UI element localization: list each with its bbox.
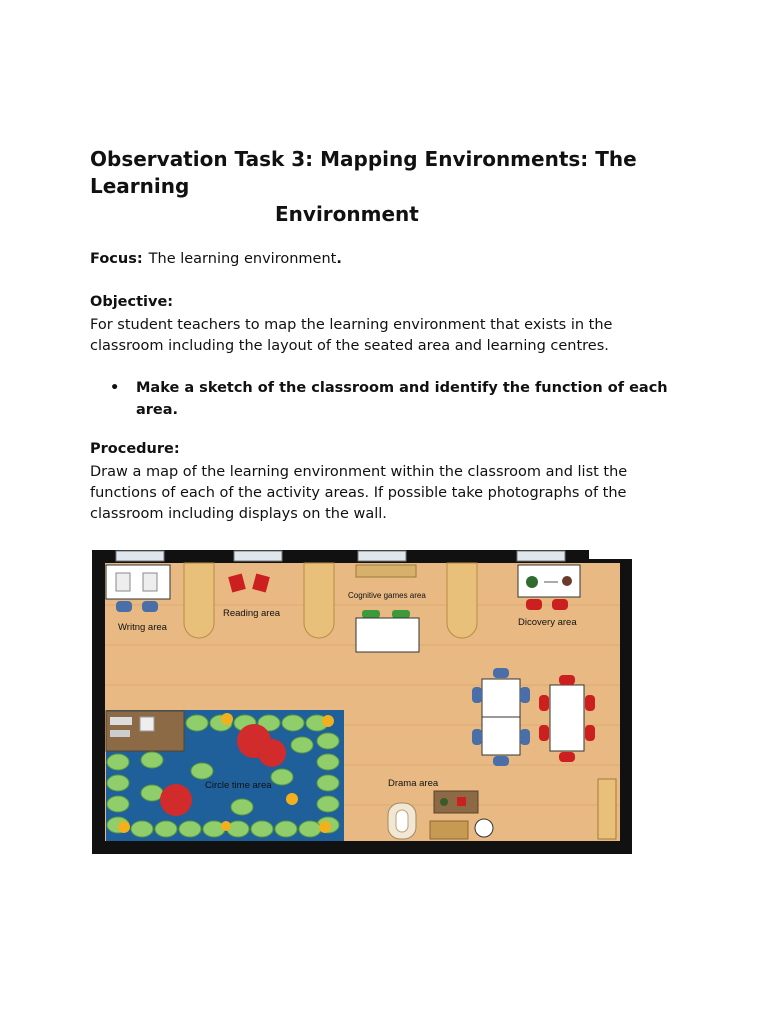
label-cognitive-area: Cognitive games area [348, 591, 426, 600]
writing-chair-2 [142, 601, 158, 612]
classroom-map [92, 545, 632, 855]
discovery-chair-2 [552, 599, 568, 610]
lily-pad [191, 763, 213, 779]
lily-pad [155, 821, 177, 837]
bullet-text: Make a sketch of the classroom and identify the function of each area. [136, 380, 668, 418]
lily-pad [282, 715, 304, 731]
classroom-map-drawing [92, 545, 632, 855]
discovery-plant [526, 576, 538, 588]
lily-pad [179, 821, 201, 837]
group-table-red [550, 685, 584, 751]
drama-prop-1 [440, 798, 448, 806]
drama-prop-2 [457, 797, 466, 806]
lily-pad [317, 754, 339, 770]
writing-paper-1 [116, 573, 130, 591]
lily-pad [141, 785, 163, 801]
lily-pad [227, 821, 249, 837]
lily-pad [107, 796, 129, 812]
lily-pad [299, 821, 321, 837]
desk-item-3 [110, 730, 130, 737]
page-title [90, 146, 690, 228]
bookcase-1 [184, 563, 214, 638]
lily-pad [107, 775, 129, 791]
wall-gap [589, 545, 632, 559]
label-circle-time-area: Circle time area [205, 780, 272, 791]
lily-pad [131, 821, 153, 837]
lily-pad [231, 799, 253, 815]
objective-heading: Objective: [90, 294, 174, 310]
drama-stool [475, 819, 493, 837]
lily-pad [203, 821, 225, 837]
discovery-chair-1 [526, 599, 542, 610]
bookcase-2 [304, 563, 334, 638]
writing-paper-2 [143, 573, 157, 591]
label-discovery-area: Dicovery area [518, 617, 577, 628]
procedure-heading: Procedure: [90, 441, 180, 457]
desk-item-1 [110, 717, 132, 725]
bookcase-3 [447, 563, 477, 638]
focus-line [90, 251, 348, 267]
lily-pad [317, 796, 339, 812]
lily-pad [275, 821, 297, 837]
writing-chair-1 [116, 601, 132, 612]
lily-pad [251, 821, 273, 837]
lily-pad [317, 733, 339, 749]
lily-pad [107, 754, 129, 770]
bullet-item [110, 377, 670, 421]
cognitive-chair-2 [392, 610, 410, 618]
desk-item-2 [140, 717, 154, 731]
title-line-1: Observation Task 3: Mapping Environments: The Learning [90, 147, 637, 198]
focus-label: Focus: [90, 251, 143, 267]
lily-pad [317, 775, 339, 791]
lily-pad [271, 769, 293, 785]
label-reading-area: Reading area [223, 608, 281, 619]
cognitive-shelf [356, 565, 416, 577]
objective-text: For student teachers to map the learning environment that exists in the classroom including the layout of the seated area and learning centres. [90, 317, 613, 354]
cognitive-chair-1 [362, 610, 380, 618]
lily-pad [141, 752, 163, 768]
discovery-item [562, 576, 572, 586]
lily-pad [186, 715, 208, 731]
lily-pad [291, 737, 313, 753]
title-line-2: Environment [275, 202, 419, 226]
focus-text: The learning environment [148, 251, 337, 267]
procedure-text: Draw a map of the learning environment within the classroom and list the functions of each of the activity areas. If possible take photographs of the classroom including displays on the wall. [90, 464, 628, 522]
focus-period: . [336, 251, 342, 267]
label-writing-area: Writng area [118, 622, 167, 633]
drama-mirror-inner [396, 810, 408, 832]
drama-bench [430, 821, 468, 839]
label-drama-area: Drama area [388, 778, 439, 789]
bullet-marker: • [110, 380, 120, 396]
right-cabinet [598, 779, 616, 839]
cognitive-table [356, 618, 419, 652]
